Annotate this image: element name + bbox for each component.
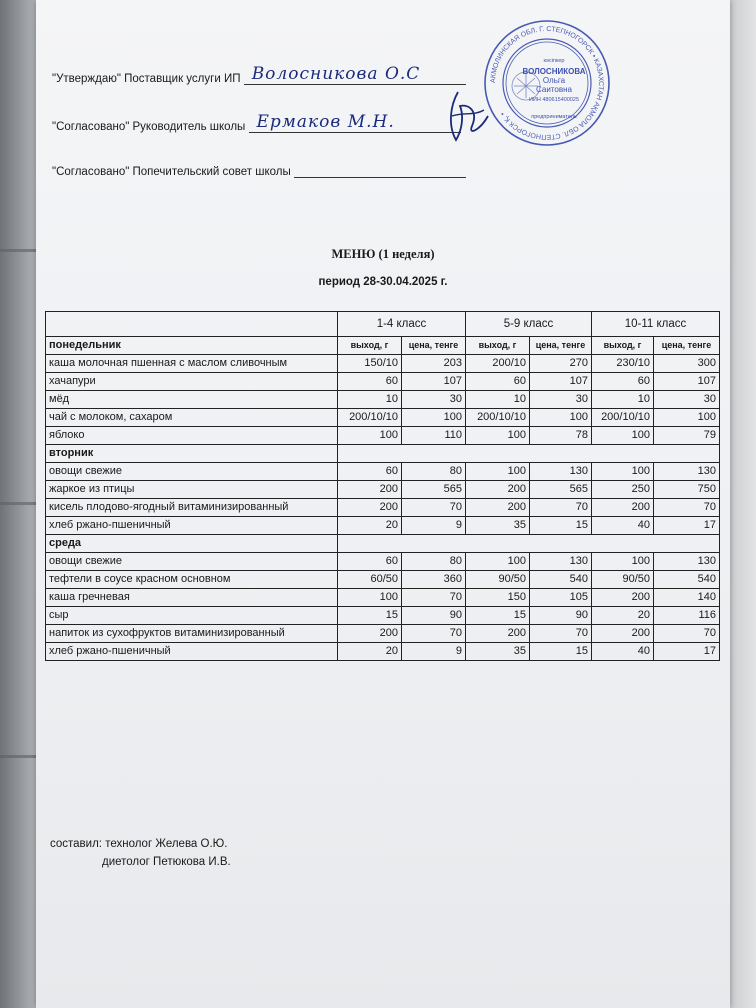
price-cell: 540 — [530, 571, 592, 589]
table-row — [46, 481, 720, 499]
portion-cell: 20 — [338, 643, 402, 661]
portion-cell: 90/50 — [466, 571, 530, 589]
day-row-filler — [338, 445, 720, 463]
price-cell: 17 — [654, 643, 720, 661]
portion-cell: 200 — [338, 481, 402, 499]
portion-cell: 200 — [466, 481, 530, 499]
price-cell: 140 — [654, 589, 720, 607]
portion-cell: 250 — [592, 481, 654, 499]
table-row — [46, 499, 720, 517]
portion-cell: 60 — [338, 373, 402, 391]
approve-label: "Утверждаю" Поставщик услуги ИП — [52, 73, 241, 85]
wall — [726, 0, 756, 1008]
portion-cell: 100 — [338, 589, 402, 607]
portion-cell: 40 — [592, 517, 654, 535]
price-cell: 9 — [402, 643, 466, 661]
group-header: 1-4 класс — [338, 312, 466, 337]
portion-cell: 200/10 — [466, 355, 530, 373]
sub-header: выход, г — [466, 337, 530, 355]
price-cell: 90 — [402, 607, 466, 625]
price-cell: 360 — [402, 571, 466, 589]
table-row — [46, 427, 720, 445]
portion-cell: 10 — [338, 391, 402, 409]
portion-cell: 150 — [466, 589, 530, 607]
price-cell: 78 — [530, 427, 592, 445]
dish-name: жаркое из птицы — [46, 481, 338, 499]
table-row — [46, 625, 720, 643]
stamp-name-line3: Саитовна — [536, 85, 572, 94]
empty-header-cell — [46, 312, 338, 337]
price-cell: 70 — [402, 589, 466, 607]
portion-cell: 100 — [592, 427, 654, 445]
price-cell: 565 — [530, 481, 592, 499]
portion-cell: 200 — [592, 589, 654, 607]
price-cell: 79 — [654, 427, 720, 445]
menu-table — [45, 311, 720, 661]
day-row — [46, 445, 720, 463]
table-row — [46, 589, 720, 607]
dish-name: яблоко — [46, 427, 338, 445]
portion-cell: 60 — [338, 463, 402, 481]
table-row — [46, 643, 720, 661]
stamp-name-line1: ВОЛОСНИКОВА — [522, 67, 586, 76]
portion-cell: 200 — [338, 499, 402, 517]
price-cell: 107 — [654, 373, 720, 391]
agree-principal-label: "Согласовано" Руководитель школы — [52, 121, 246, 133]
portion-cell: 35 — [466, 517, 530, 535]
sub-header: выход, г — [592, 337, 654, 355]
sub-header: цена, тенге — [530, 337, 592, 355]
stamp-name-line2: Ольга — [542, 76, 566, 85]
dish-name: мёд — [46, 391, 338, 409]
portion-cell: 200 — [592, 499, 654, 517]
portion-cell: 100 — [466, 427, 530, 445]
portion-cell: 200 — [466, 625, 530, 643]
portion-cell: 100 — [466, 463, 530, 481]
page-title: МЕНЮ (1 неделя) — [331, 247, 435, 261]
dish-name: тефтели в соусе красном основном — [46, 571, 338, 589]
stamp-small-top: кәсіпкер — [543, 58, 565, 64]
portion-cell: 200 — [338, 625, 402, 643]
day-row — [46, 535, 720, 553]
dish-name: овощи свежие — [46, 553, 338, 571]
stamp-emblem-icon — [512, 72, 540, 100]
stamp-iin: ИИН 480615400025 — [528, 97, 580, 103]
menu-sheet — [36, 0, 730, 1008]
portion-cell: 60/50 — [338, 571, 402, 589]
price-cell: 80 — [402, 553, 466, 571]
day-name: вторник — [46, 445, 338, 463]
dish-name: хачапури — [46, 373, 338, 391]
group-header: 10-11 класс — [592, 312, 720, 337]
agree-board-row — [52, 163, 466, 178]
approve-row — [52, 64, 466, 85]
sub-header: цена, тенге — [654, 337, 720, 355]
approve-signature-line — [244, 64, 466, 85]
door-frame-seams — [0, 0, 40, 1008]
table-row — [46, 355, 720, 373]
table-row — [46, 517, 720, 535]
approve-signature: Волосникова О.С — [251, 64, 421, 84]
table-row — [46, 553, 720, 571]
portion-cell: 150/10 — [338, 355, 402, 373]
footer-compiled-by: составил: технолог Желева О.Ю. — [50, 838, 228, 850]
agree-board-signature-line — [294, 163, 466, 178]
portion-cell: 60 — [338, 553, 402, 571]
portion-cell: 200 — [592, 625, 654, 643]
price-cell: 107 — [530, 373, 592, 391]
portion-cell: 90/50 — [592, 571, 654, 589]
price-cell: 30 — [654, 391, 720, 409]
price-cell: 9 — [402, 517, 466, 535]
portion-cell: 60 — [592, 373, 654, 391]
dish-name: овощи свежие — [46, 463, 338, 481]
portion-cell: 100 — [592, 553, 654, 571]
day-name: понедельник — [46, 337, 338, 355]
price-cell: 30 — [530, 391, 592, 409]
portion-cell: 10 — [592, 391, 654, 409]
price-cell: 130 — [530, 553, 592, 571]
price-cell: 565 — [402, 481, 466, 499]
table-row — [46, 571, 720, 589]
dish-name: хлеб ржано-пшеничный — [46, 517, 338, 535]
portion-cell: 20 — [592, 607, 654, 625]
price-cell: 270 — [530, 355, 592, 373]
price-cell: 100 — [530, 409, 592, 427]
dish-name: напиток из сухофруктов витаминизированный — [46, 625, 338, 643]
price-cell: 80 — [402, 463, 466, 481]
portion-cell: 100 — [466, 553, 530, 571]
table-group-header — [46, 312, 720, 337]
price-cell: 70 — [530, 499, 592, 517]
day-name: среда — [46, 535, 338, 553]
table-row — [46, 409, 720, 427]
agree-principal-signature-line — [249, 112, 461, 133]
price-cell: 70 — [402, 499, 466, 517]
dish-name: кисель плодово-ягодный витаминизированный — [46, 499, 338, 517]
table-row — [46, 463, 720, 481]
table-row — [46, 373, 720, 391]
price-cell: 70 — [654, 625, 720, 643]
price-cell: 203 — [402, 355, 466, 373]
seal-stamp — [482, 18, 612, 148]
footer-dietitian: диетолог Петюкова И.В. — [102, 856, 231, 868]
portion-cell: 200/10/10 — [338, 409, 402, 427]
price-cell: 130 — [654, 553, 720, 571]
portion-cell: 10 — [466, 391, 530, 409]
portion-cell: 20 — [338, 517, 402, 535]
dish-name: каша молочная пшенная с маслом сливочным — [46, 355, 338, 373]
table-row — [46, 391, 720, 409]
portion-cell: 200 — [466, 499, 530, 517]
sub-header: выход, г — [338, 337, 402, 355]
price-cell: 70 — [530, 625, 592, 643]
price-cell: 540 — [654, 571, 720, 589]
price-cell: 15 — [530, 517, 592, 535]
dish-name: сыр — [46, 607, 338, 625]
portion-cell: 60 — [466, 373, 530, 391]
price-cell: 30 — [402, 391, 466, 409]
agree-principal-signature: Ермаков М.Н. — [256, 112, 395, 132]
agree-board-label: "Согласовано" Попечительский совет школы — [52, 166, 291, 178]
price-cell: 17 — [654, 517, 720, 535]
group-header: 5-9 класс — [466, 312, 592, 337]
portion-cell: 200/10/10 — [592, 409, 654, 427]
dish-name: чай с молоком, сахаром — [46, 409, 338, 427]
price-cell: 300 — [654, 355, 720, 373]
price-cell: 100 — [654, 409, 720, 427]
price-cell: 70 — [654, 499, 720, 517]
price-cell: 90 — [530, 607, 592, 625]
stamp-small-bottom: предприниматель — [531, 114, 577, 120]
portion-cell: 100 — [592, 463, 654, 481]
stamp-ring-text: АКМОЛИНСКАЯ ОБЛ. Г. СТЕПНОГОРСК • КАЗАХСТАН АҚМОЛА ОБЛ. СТЕПНОГОРСК Қ. • — [489, 25, 605, 141]
price-cell: 107 — [402, 373, 466, 391]
agree-principal-row — [52, 112, 461, 133]
portion-cell: 35 — [466, 643, 530, 661]
price-cell: 130 — [530, 463, 592, 481]
portion-cell: 40 — [592, 643, 654, 661]
portion-cell: 100 — [338, 427, 402, 445]
day-row-filler — [338, 535, 720, 553]
sub-header: цена, тенге — [402, 337, 466, 355]
portion-cell: 230/10 — [592, 355, 654, 373]
portion-cell: 200/10/10 — [466, 409, 530, 427]
portion-cell: 15 — [338, 607, 402, 625]
price-cell: 116 — [654, 607, 720, 625]
table-row — [46, 607, 720, 625]
price-cell: 110 — [402, 427, 466, 445]
period: период 28-30.04.2025 г. — [318, 276, 448, 288]
dish-name: хлеб ржано-пшеничный — [46, 643, 338, 661]
dish-name: каша гречневая — [46, 589, 338, 607]
day-subheader-row — [46, 337, 720, 355]
price-cell: 130 — [654, 463, 720, 481]
price-cell: 15 — [530, 643, 592, 661]
price-cell: 750 — [654, 481, 720, 499]
price-cell: 100 — [402, 409, 466, 427]
price-cell: 105 — [530, 589, 592, 607]
price-cell: 70 — [402, 625, 466, 643]
portion-cell: 15 — [466, 607, 530, 625]
